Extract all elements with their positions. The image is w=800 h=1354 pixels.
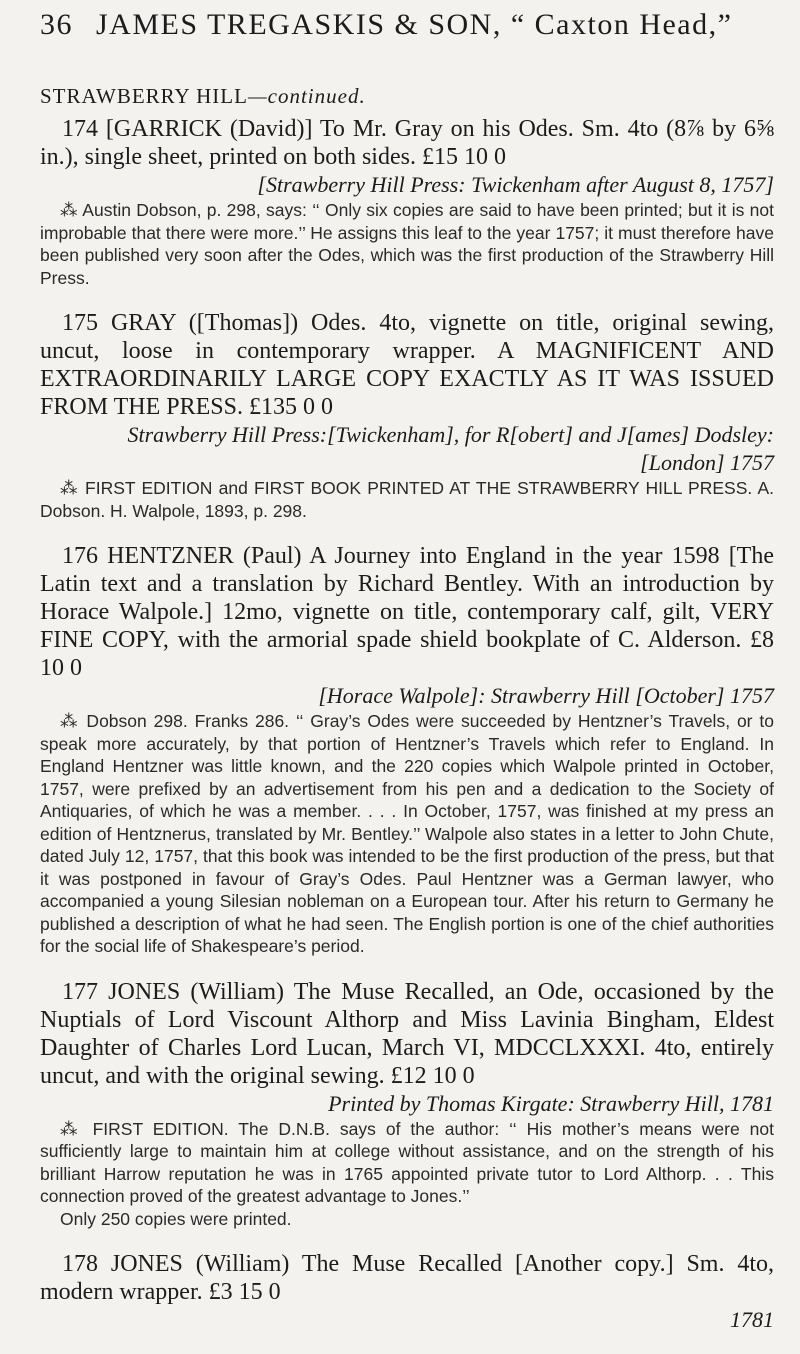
entry-note: ⁂ FIRST EDITION and FIRST BOOK PRINTED AT THE STRAWBERRY HILL PRESS. A. Dobson. H. Walpole, 1893, p. 298. [40,478,774,521]
entry-date: 1781 [730,1307,774,1332]
entry-imprint: Printed by Thomas Kirgate: Strawberry Hill, 1781 [328,1090,774,1116]
entry-imprint: [Strawberry Hill Press: Twickenham after August 8, 1757] [257,172,774,197]
section-heading-name: STRAWBERRY HILL [40,84,248,108]
entry-note: ⁂ FIRST EDITION. The D.N.B. says of the author: ‘‘ His mother’s means were not sufficiently large to maintain him at college without assistance, and on the strength of his brilliant Harrow reputation he was in 1765 appointed private tutor to Lord Althorp. . . This connection proved of the greatest advantage to Jones.’’ [40,1118,774,1206]
catalogue-entry-176 [40,542,774,958]
entry-description: 175 GRAY ([Thomas]) Odes. 4to, vignette on title, original sewing, uncut, loose in contemporary wrapper. A MAGNIFICENT AND EXTRAORDINARILY LARGE COPY EXACTLY AS IT WAS ISSUED FROM THE PRESS. £135 0 0 [40,310,774,420]
entry-description: 176 HENTZNER (Paul) A Journey into England in the year 1598 [The Latin text and a translation by Richard Bentley. With an introduction by Horace Walpole.] 12mo, vignette on title, contemporary calf, gilt, VERY FINE COPY, with the armorial spade shield bookplate of C. Alderson. £8 10 0 [40,543,774,681]
section-heading-continued: —continued. [247,84,366,108]
entry-description: 178 JONES (William) The Muse Recalled [Another copy.] Sm. 4to, modern wrapper. £3 15 0 [40,1251,774,1305]
entry-description: 177 JONES (William) The Muse Recalled, an Ode, occasioned by the Nuptials of Lord Viscount Althorp and Miss Lavinia Bingham, Eldest Daughter of Charles Lord Lucan, March VI, MDCCLXXXI. 4to, entirely uncut, and with the original sewing. £12 10 0 [40,978,774,1089]
section-heading [40,84,774,109]
page-header [40,8,774,52]
entry-imprint: Strawberry Hill Press:[Twickenham], for R[obert] and J[ames] Dodsley: [London] 1757 [127,422,774,475]
entry-note: ⁂ Austin Dobson, p. 298, says: ‘‘ Only six copies are said to have been printed; but it is not improbable that there were more.’’ He assigns this leaf to the year 1757; it must therefore have been published very soon after the Odes, which was the first production of the Strawberry Hill Press. [40,200,774,288]
entry-imprint: [Horace Walpole]: Strawberry Hill [October] 1757 [318,683,774,708]
catalogue-entry-174 [40,115,774,289]
page-number: 36 [40,8,73,41]
catalogue-entry-178 [40,1250,774,1334]
catalogue-body [40,84,774,1354]
entry-description: 174 [GARRICK (David)] To Mr. Gray on his Odes. Sm. 4to (8⅞ by 6⅝ in.), single sheet, printed on both sides. £15 10 0 [40,116,774,170]
entry-note: Only 250 copies were printed. [60,1208,292,1229]
catalogue-entry-175 [40,309,774,522]
entry-note: ⁂ Dobson 298. Franks 286. ‘‘ Gray’s Odes were succeeded by Hentzner’s Travels, or to speak more accurately, by that portion of Hentzner’s Travels which refer to England. In England Hentzner was little known, and the 220 copies which Walpole printed in October, 1757, were prefixed by an advertisement from his pen and a dedication to the Society of Antiquaries, of which he was a member. . . . In October, 1757, was finished at my press an edition of Hentznerus, translated by Mr. Bentley.’’ Walpole also states in a letter to John Chute, dated July 12, 1757, that this book was intended to be the first production of the press, but that it was postponed in favour of Gray’s Odes. Paul Hentzner was a German lawyer, who accompanied a young Silesian nobleman on a European tour. After his return to Germany he published a description of what he had seen. The English portion is one of the chief authorities for the social life of Shakespeare’s period. [40,711,774,956]
running-title: JAMES TREGASKIS & SON, “ Caxton Head,” [96,8,733,41]
catalogue-entry-177 [40,978,774,1231]
